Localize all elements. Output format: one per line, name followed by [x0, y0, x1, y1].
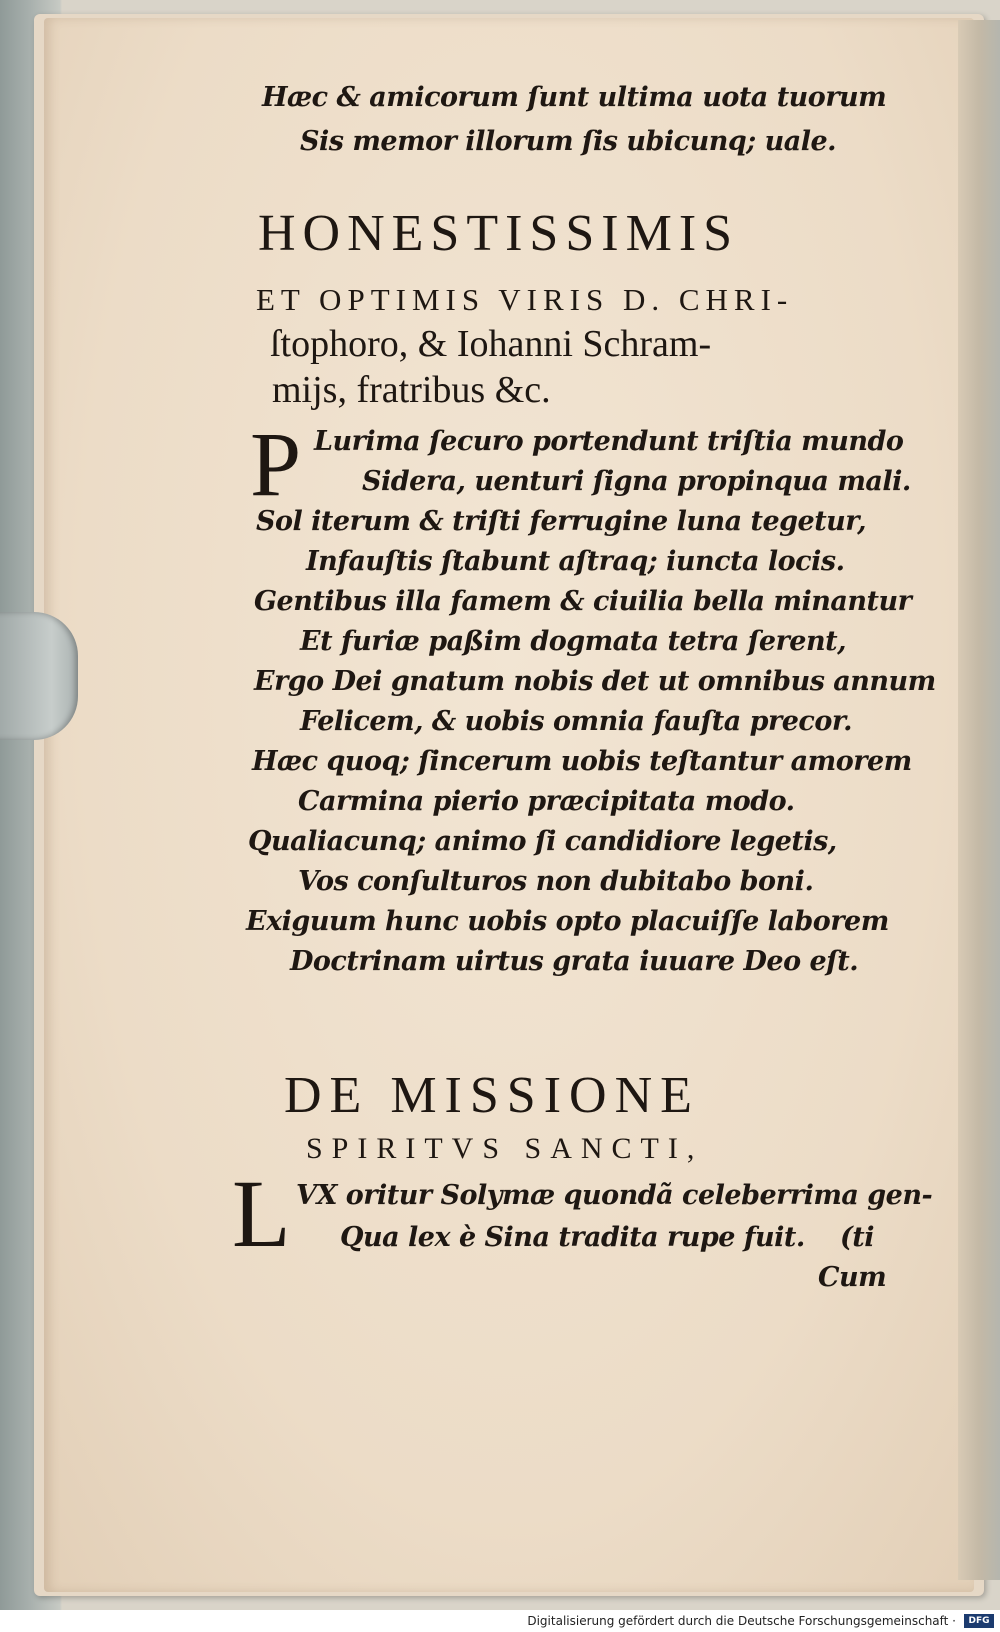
opening-verse-2: Sis memor illorum ſis ubicunq; uale. — [300, 126, 837, 157]
poem-line-5: Gentibus illa famem & ciuilia bella minantur — [254, 586, 912, 617]
poem-line-11: Qualiacunq; animo ſi candidiore legetis, — [248, 826, 837, 857]
catchword: Cum — [818, 1262, 887, 1293]
poem-line-2: Sidera, uenturi ſigna propinqua mali. — [362, 466, 911, 497]
poem-line-3: Sol iterum & triſti ferrugine luna tegetur, — [256, 506, 866, 537]
turnover-line: (ti — [840, 1222, 875, 1253]
poem-line-1: Lurima ſecuro portendunt triſtia mundo — [314, 426, 904, 457]
facing-page-edge — [958, 20, 1000, 1580]
dedication-heading-line3: ſtophoro, & Iohanni Schram- — [270, 323, 712, 365]
drop-initial-p: P — [250, 413, 302, 515]
poem-line-6: Et furiæ paßim dogmata tetra ſerent, — [300, 626, 846, 657]
poem-line-4: Infauſtis ſtabunt aſtraq; iuncta locis. — [306, 546, 845, 577]
second-poem-line-1: VX oritur Solymæ quondã celeberrima gen- — [296, 1180, 933, 1211]
poem-line-7: Ergo Dei gnatum nobis det ut omnibus annum — [254, 666, 936, 697]
second-poem-line-2: Qua lex è Sina tradita rupe fuit. — [340, 1222, 805, 1253]
poem-line-12: Vos conſulturos non dubitabo boni. — [298, 866, 814, 897]
poem-line-14: Doctrinam uirtus grata iuuare Deo eſt. — [290, 946, 859, 977]
opening-verse-1: Hæc & amicorum ſunt ultima uota tuorum — [262, 82, 887, 113]
poem-line-13: Exiguum hunc uobis opto placuiſſe laborem — [246, 906, 889, 937]
dedication-heading-line2: ET OPTIMIS VIRIS D. CHRI- — [256, 282, 794, 317]
footer-credit-text: Digitalisierung gefördert durch die Deutsche Forschungsgemeinschaft · — [527, 1614, 956, 1628]
poem-line-10: Carmina pierio præcipitata modo. — [298, 786, 795, 817]
book-clasp — [0, 612, 78, 740]
dedication-heading-line1: HONESTISSIMIS — [258, 205, 740, 262]
poem-line-9: Hæc quoq; ſincerum uobis teſtantur amorem — [252, 746, 912, 777]
second-heading-line1: DE MISSIONE — [284, 1067, 700, 1124]
digitization-footer — [0, 1610, 1000, 1632]
dedication-heading-line4: mijs, fratribus &c. — [272, 369, 551, 411]
second-heading-line2: SPIRITVS SANCTI, — [306, 1132, 704, 1165]
drop-initial-l: L — [232, 1160, 291, 1267]
poem-line-8: Felicem, & uobis omnia fauſta precor. — [300, 706, 852, 737]
dfg-logo: DFG — [964, 1614, 994, 1628]
